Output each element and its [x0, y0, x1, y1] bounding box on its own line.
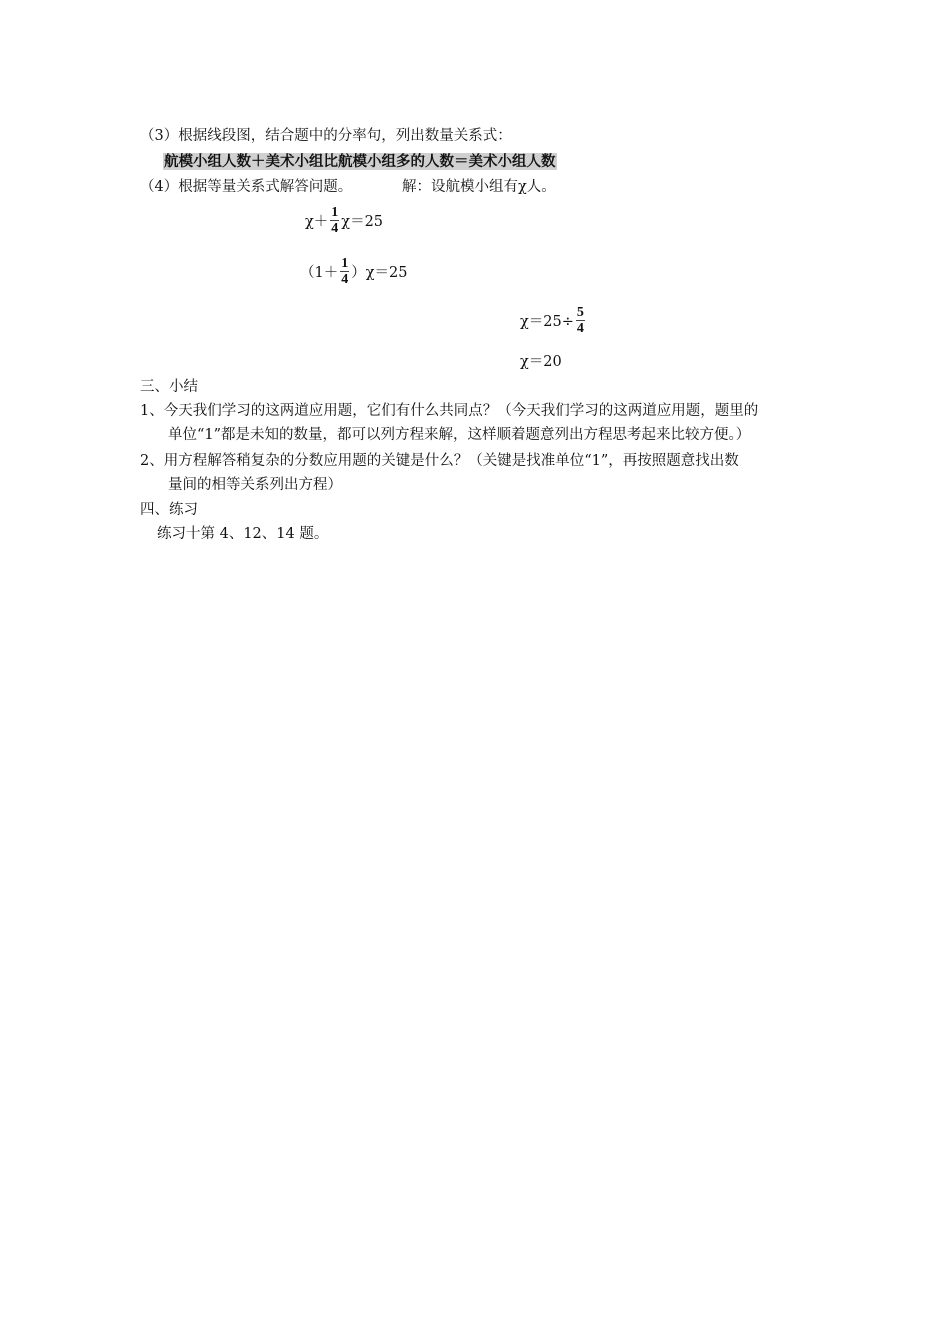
equation-2-right: ）χ＝25: [351, 265, 408, 281]
equation-2-left: （1＋: [300, 265, 339, 281]
equation-3-left: χ＝25÷: [520, 314, 574, 330]
equation-1: [305, 205, 383, 236]
fraction-3: [576, 305, 585, 336]
step4-text: （4）根据等量关系式解答问题。: [140, 179, 353, 195]
fraction-3-numerator: 5: [576, 305, 584, 320]
equation-2: [300, 256, 407, 287]
fraction-1-denominator: 4: [331, 221, 339, 236]
solve-intro: 解：设航模小组有χ人。: [402, 179, 556, 195]
question-2-line-2: 量间的相等关系列出方程）: [168, 477, 342, 493]
fraction-3-denominator: 4: [576, 321, 584, 336]
equation-4: χ＝20: [520, 354, 562, 370]
equation-1-left: χ＋: [305, 214, 329, 230]
question-1-line-1: 1、今天我们学习的这两道应用题，它们有什么共同点？（今天我们学习的这两道应用题，题里的: [140, 403, 759, 419]
relation-highlight: [163, 152, 557, 172]
equation-1-right: χ＝25: [341, 214, 384, 230]
relation-text: 航模小组人数＋美术小组比航模小组多的人数＝美术小组人数: [164, 153, 556, 170]
fraction-2-denominator: 4: [341, 272, 349, 287]
step3-text: （3）根据线段图，结合题中的分率句，列出数量关系式：: [140, 128, 512, 144]
fraction-2: [340, 256, 349, 287]
equation-3: [520, 305, 587, 336]
question-2-line-1: 2、用方程解答稍复杂的分数应用题的关键是什么？（关键是找准单位“1”，再按照题意找出数: [140, 453, 739, 469]
fraction-1-numerator: 1: [331, 205, 339, 220]
fraction-1: [330, 205, 339, 236]
practice-text: 练习十第 4、12、14 题。: [157, 526, 329, 542]
practice-heading: 四、练习: [140, 502, 198, 518]
fraction-2-numerator: 1: [341, 256, 349, 271]
summary-heading: 三、小结: [140, 379, 198, 395]
question-1-line-2: 单位“1”都是未知的数量，都可以列方程来解，这样顺着题意列出方程思考起来比较方便。）: [168, 427, 751, 443]
